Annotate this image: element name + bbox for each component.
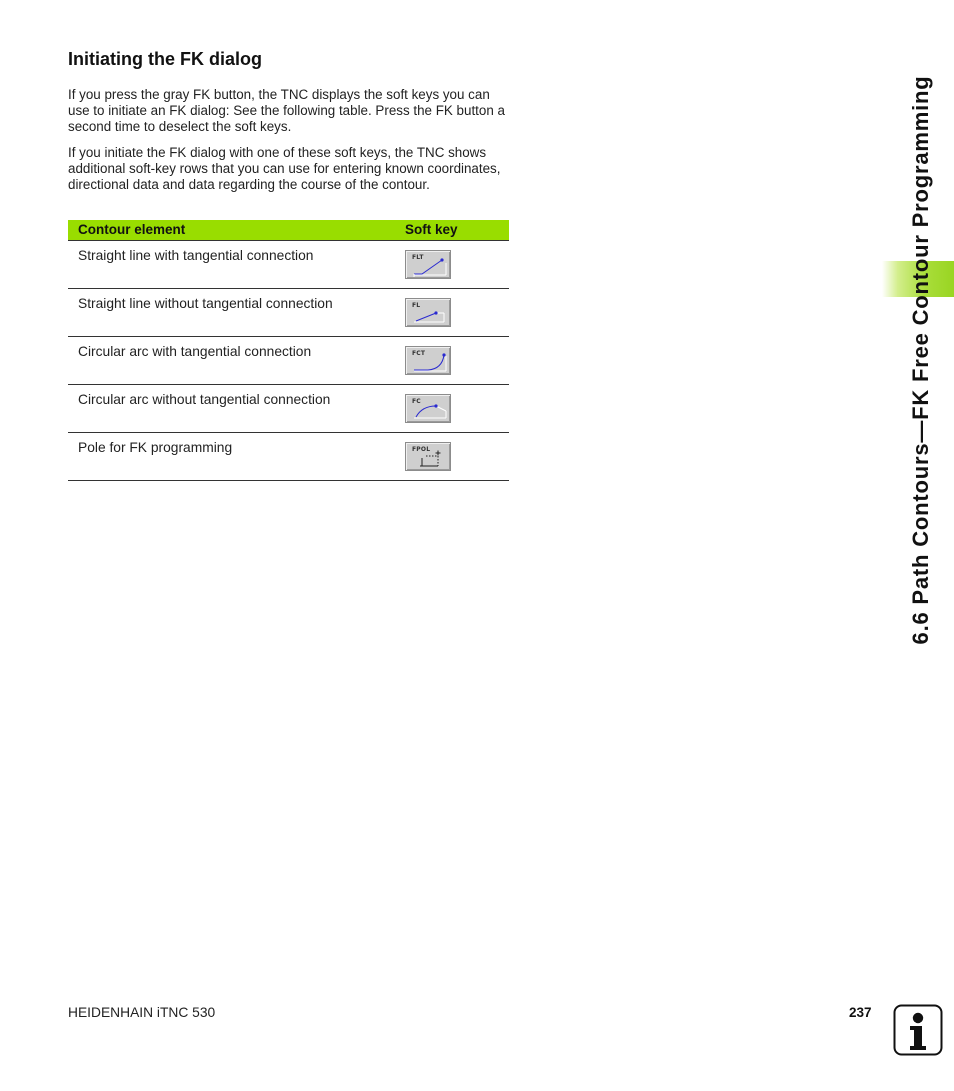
row-label: Straight line with tangential connection (78, 248, 314, 263)
softkey-label: FPOL (412, 446, 431, 453)
softkey-label: FC (412, 398, 421, 405)
column-header-soft-key: Soft key (405, 222, 458, 237)
line-tangential-icon (406, 251, 450, 278)
table-row (68, 289, 509, 337)
softkey-label: FCT (412, 350, 426, 357)
row-label: Pole for FK programming (78, 440, 233, 455)
intro-paragraph: If you press the gray FK button, the TNC displays the soft keys you can use to initiate an FK dialog: See the following table. Press the FK button a second time to deselect the soft keys. (68, 87, 505, 134)
info-icon (893, 1004, 943, 1056)
footer-product: HEIDENHAIN iTNC 530 (68, 1005, 216, 1020)
table-row (68, 337, 509, 385)
detail-paragraph: If you initiate the FK dialog with one of these soft keys, the TNC shows additional soft-key rows that you can use for entering known coordinates, directional data and data regarding the course of the contour. (68, 145, 501, 192)
row-label: Circular arc with tangential connection (78, 344, 312, 359)
chapter-title: 6.6 Path Contours—FK Free Contour Programming (908, 75, 933, 645)
table-row (68, 433, 509, 481)
page-number: 237 (849, 1005, 872, 1020)
line-icon (406, 299, 450, 326)
softkey-label: FL (412, 302, 421, 309)
fl-softkey[interactable] (405, 298, 451, 327)
column-header-contour-element: Contour element (78, 222, 186, 237)
section-heading: Initiating the FK dialog (68, 49, 262, 69)
softkey-label: FLT (412, 254, 424, 261)
flt-softkey[interactable] (405, 250, 451, 279)
fpol-softkey[interactable] (405, 442, 451, 471)
fc-softkey[interactable] (405, 394, 451, 423)
table-header (68, 220, 509, 241)
softkey-table (68, 220, 509, 481)
table-row (68, 385, 509, 433)
row-label: Straight line without tangential connection (78, 296, 333, 311)
row-label: Circular arc without tangential connection (78, 392, 331, 407)
arc-tangential-icon (406, 347, 450, 374)
pole-icon (406, 443, 450, 470)
table-row (68, 241, 509, 289)
fct-softkey[interactable] (405, 346, 451, 375)
arc-icon (406, 395, 450, 422)
